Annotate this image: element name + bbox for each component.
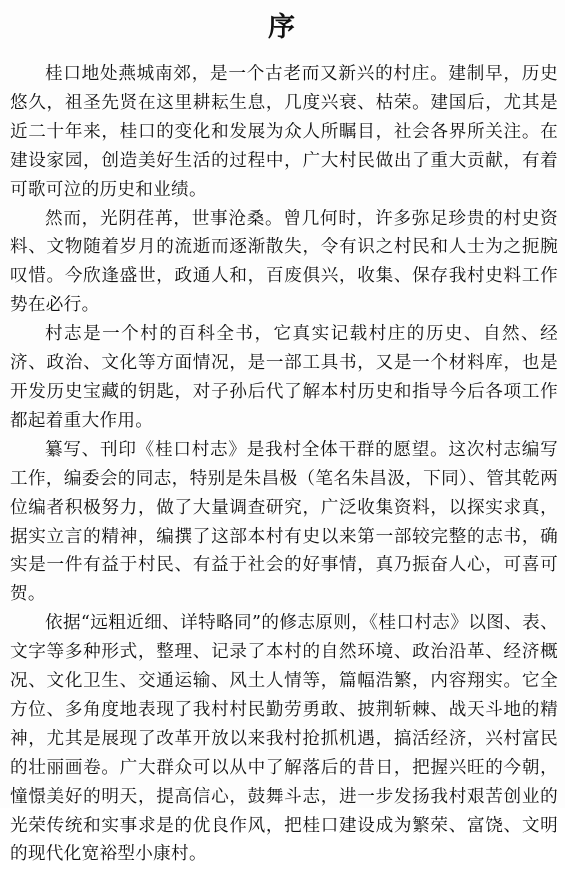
preface-body [10,60,558,869]
paragraph-3: 村志是一个村的百科全书，它真实记载村庄的历史、自然、经济、政治、文化等方面情况，是一部工具书，又是一个材料库，也是开发历史宝藏的钥匙，对子孙后代了解本村历史和指导今后各项工作都起着重大作用。 [10,324,558,431]
paragraph-4: 纂写、刊印《桂口村志》是我村全体干群的愿望。这次村志编写工作，编委会的同志，特别是朱昌极（笔名朱昌汲，下同）、管其乾两位编者积极努力，做了大量调查研究，广泛收集资料，以探实求真，据实立言的精神，编撰了这部本村有史以来第一部较完整的志书，确实是一件有益于村民、有益于社会的好事情，真乃振奋人心，可喜可贺。 [10,439,558,605]
paragraph-5: 依据“远粗近细、详特略同”的修志原则，《桂口村志》以图、表、文字等多种形式，整理、记录了本村的自然环境、政治沿革、经济概况、文化卫生、交通运输、风土人情等，篇幅浩繁，内容翔实。它全方位、多角度地表现了我村村民勤劳勇敢、披荆斩棘、战天斗地的精神，尤其是展现了改革开放以来我村抢抓机遇，搞活经济，兴村富民的壮丽画卷。广大群众可以从中了解落后的昔日，把握兴旺的今朝，憧憬美好的明天，提高信心，鼓舞斗志，进一步发扬我村艰苦创业的光荣传统和实事求是的优良作风，把桂口建设成为繁荣、富饶、文明的现代化宽裕型小康村。 [10,613,558,865]
paragraph-2: 然而，光阴荏苒，世事沧桑。曾几何时，许多弥足珍贵的村史资料、文物随着岁月的流逝而逐渐散失，令有识之村民和人士为之扼腕叹惜。今欣逢盛世，政通人和，百废俱兴，收集、保存我村史料工作势在必行。 [10,208,558,316]
paragraph-1: 桂口地处燕城南郊，是一个古老而又新兴的村庄。建制早，历史悠久，祖圣先贤在这里耕耘生息，几度兴衰、枯荣。建国后，尤其是近二十年来，桂口的变化和发展为众人所瞩目，社会各界所关注。在建设家园，创造美好生活的过程中，广大村民做出了重大贡献，有着可歌可泣的历史和业绩。 [10,64,558,200]
page-title: 序 [268,12,297,43]
